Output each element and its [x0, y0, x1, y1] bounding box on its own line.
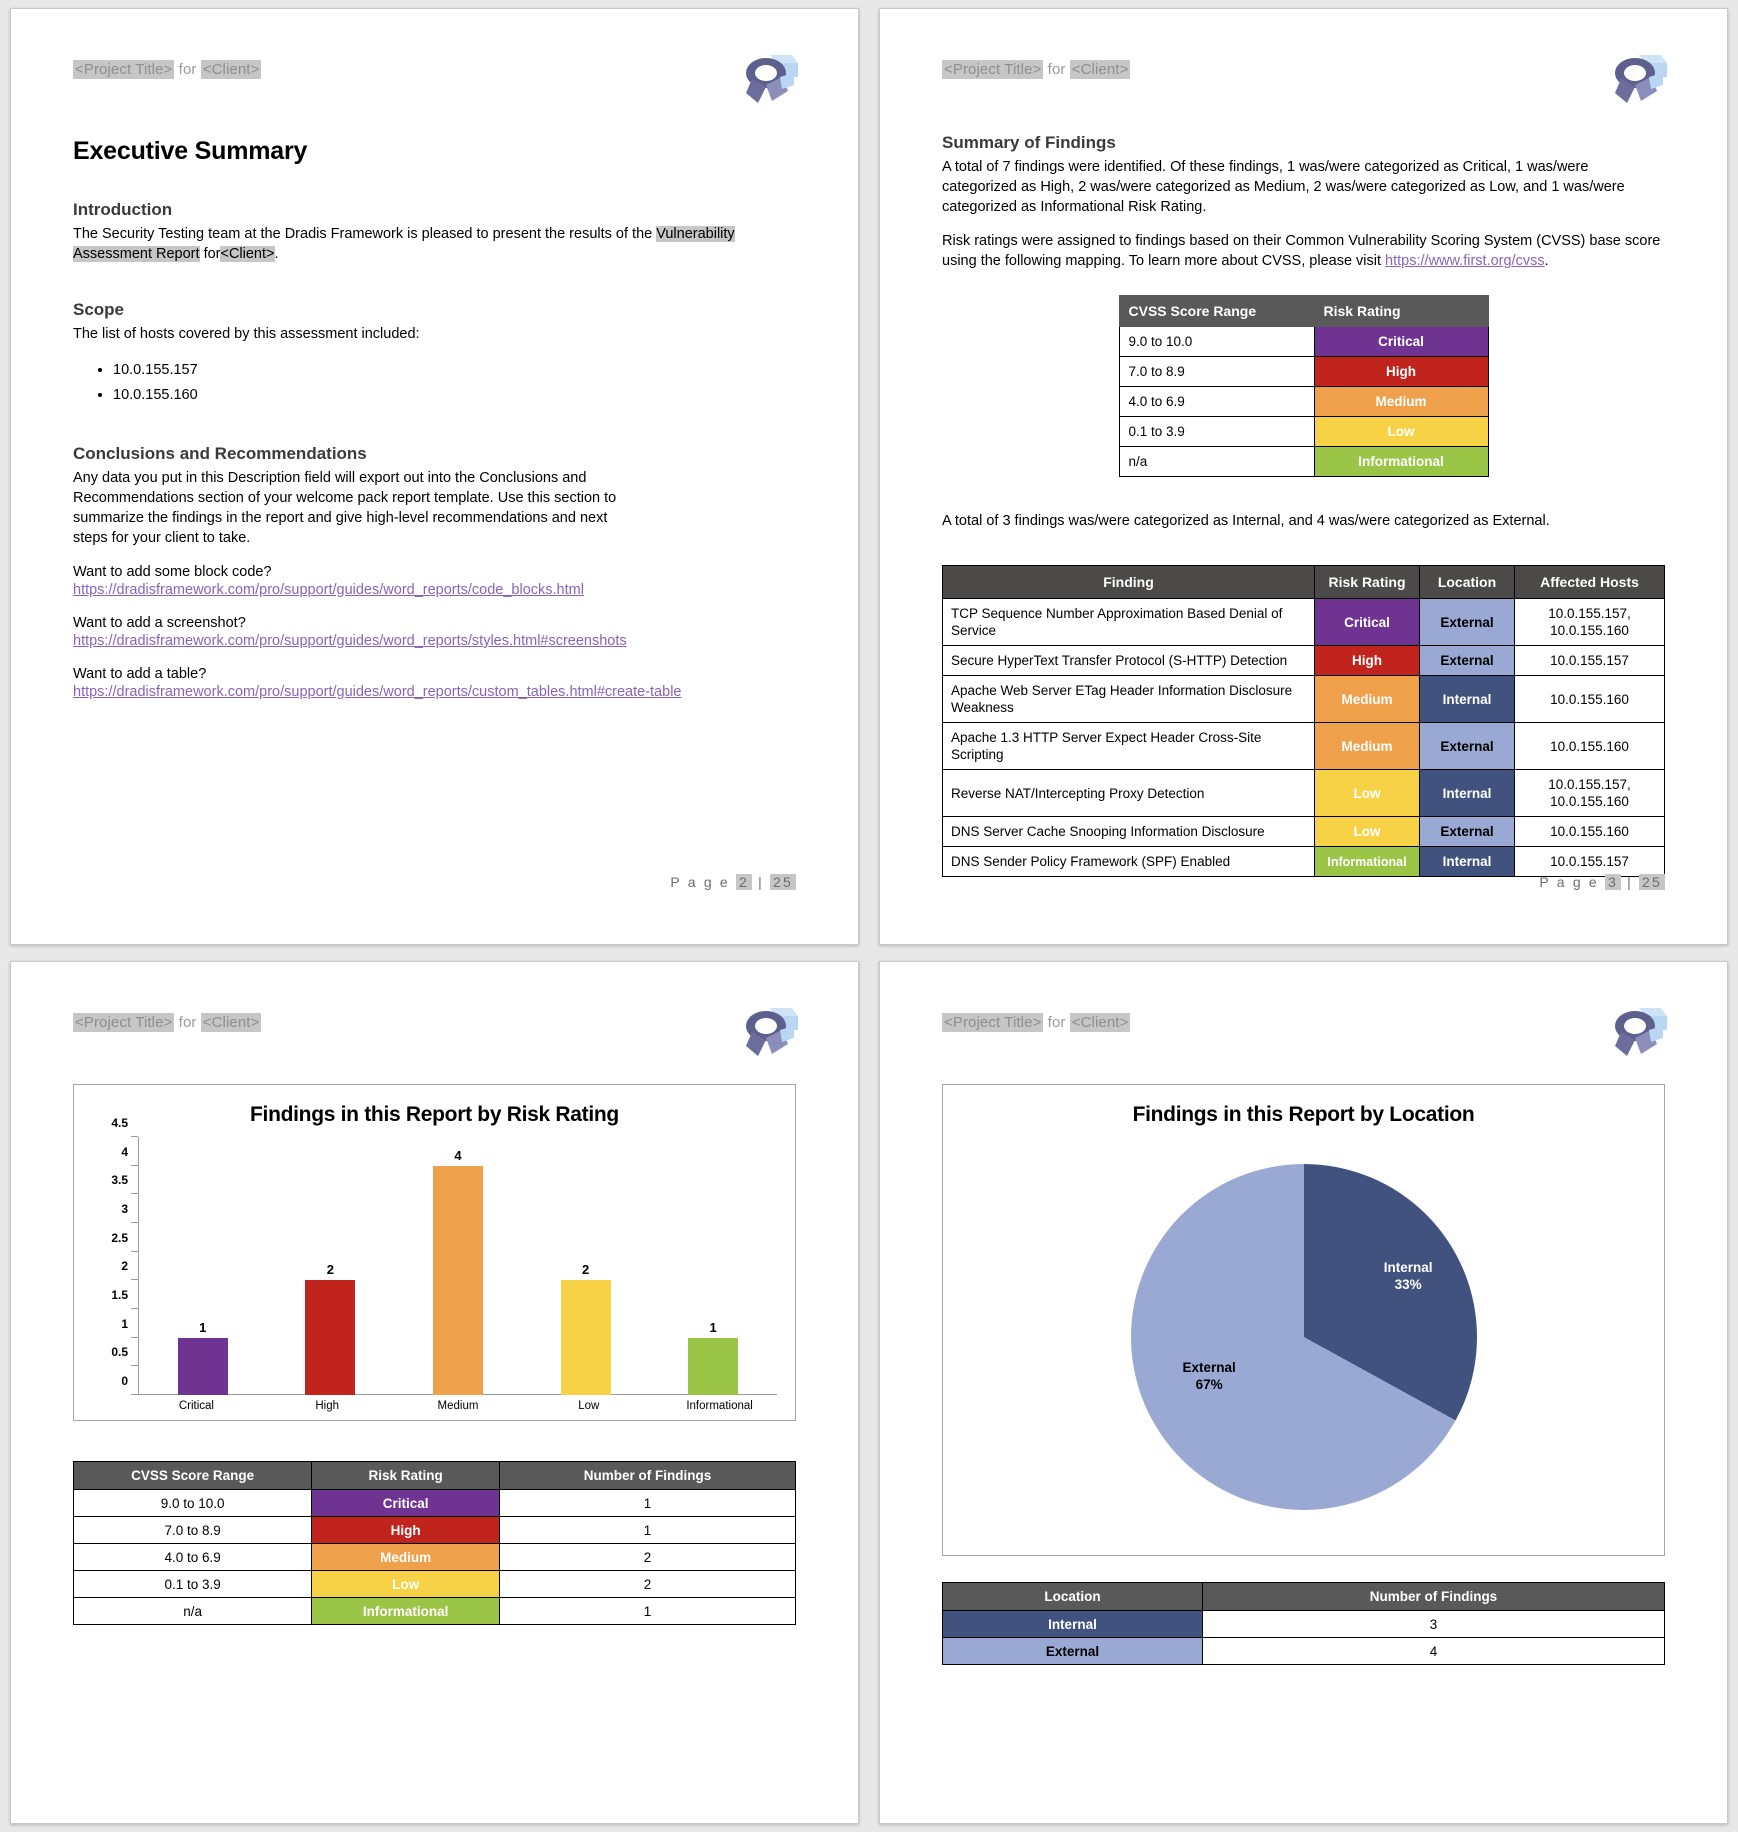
cell-count: 1: [499, 1598, 795, 1625]
cell-affected-hosts: 10.0.155.157, 10.0.155.160: [1515, 599, 1665, 646]
cvss-mapping-body: [1119, 327, 1488, 477]
bar-column: [394, 1137, 522, 1395]
y-axis-tick-label: 1.5: [111, 1288, 128, 1302]
table-row: [74, 1598, 796, 1625]
footer-page-number: 2: [736, 874, 752, 890]
cell-count: 3: [1202, 1611, 1664, 1638]
cell-rating-medium: Medium: [1314, 387, 1488, 417]
cell-rating: Informational: [312, 1598, 500, 1625]
cell-rating: Critical: [312, 1490, 500, 1517]
bar-value-label: 2: [581, 1262, 590, 1278]
link-block-screenshot: [73, 615, 796, 650]
heading-conclusions: Conclusions and Recommendations: [73, 443, 367, 463]
pie-slice-label-external: [1183, 1360, 1236, 1394]
y-axis-tick-label: 1: [121, 1316, 128, 1331]
header-breadcrumb: [73, 1004, 261, 1031]
cell-location: Internal: [1420, 676, 1515, 723]
cell-range: 7.0 to 8.9: [1119, 357, 1314, 387]
column-header-location: Location: [1420, 566, 1515, 599]
bar-medium: [433, 1166, 483, 1395]
cell-count: 1: [499, 1490, 795, 1517]
table-row: [74, 1544, 796, 1571]
column-header-cvss-range: CVSS Score Range: [74, 1462, 312, 1490]
bar-column: [267, 1137, 395, 1395]
y-axis-tick-mark: [131, 1365, 138, 1366]
cell-finding-name: Apache 1.3 HTTP Server Expect Header Cross-Site Scripting: [943, 723, 1315, 770]
column-header-risk-rating: Risk Rating: [312, 1462, 500, 1490]
pie-label-name: Internal: [1383, 1260, 1433, 1275]
risk-rating-summary-body: [74, 1490, 796, 1625]
cell-finding-name: TCP Sequence Number Approximation Based Denial of Service: [943, 599, 1315, 646]
footer-page-total: 25: [1639, 874, 1665, 890]
cell-count: 2: [499, 1544, 795, 1571]
x-axis-tick-label: Low: [578, 1400, 600, 1412]
y-axis-tick-label: 2: [121, 1259, 128, 1274]
table-row: [943, 676, 1665, 723]
cell-location: External: [1420, 599, 1515, 646]
cell-rating-low: Low: [1314, 417, 1488, 447]
table-row: [1119, 447, 1488, 477]
cell-risk-rating: Critical: [1315, 599, 1420, 646]
y-axis-tick-mark: [131, 1222, 138, 1223]
y-axis-tick-mark: [131, 1337, 138, 1338]
pie-label-value: 33%: [1394, 1276, 1422, 1292]
cell-count: 4: [1202, 1638, 1664, 1665]
cell-range: 4.0 to 6.9: [74, 1544, 312, 1571]
location-summary-paragraph: A total of 3 findings was/were categorized as Internal, and 4 was/were categorized as External.: [942, 513, 1550, 529]
findings-summary-paragraph: A total of 7 findings were identified. Of these findings, 1 was/were categorized as Critical, 1 was/were categorized as High, 2 was/were categorized as Medium, 2 was/were categorized as Low, and 1 was/were categorized as Informational Risk Rating.: [942, 159, 1625, 215]
table-row: [943, 1638, 1665, 1665]
cell-range: n/a: [1119, 447, 1314, 477]
x-axis-tick-labels: [131, 1400, 785, 1412]
table-row: [74, 1490, 796, 1517]
table-row: [943, 817, 1665, 847]
y-axis-tick-mark: [131, 1394, 138, 1395]
bar-high: [305, 1280, 355, 1395]
cell-finding-name: Apache Web Server ETag Header Information Disclosure Weakness: [943, 676, 1315, 723]
chart-title: Findings in this Report by Risk Rating: [250, 1103, 619, 1126]
location-summary-table: [942, 1582, 1665, 1665]
cell-location: External: [1420, 646, 1515, 676]
intro-text-end: .: [274, 246, 279, 262]
y-axis: [92, 1116, 138, 1395]
table-header-row: [943, 566, 1665, 599]
link-question: Want to add some block code?: [73, 563, 272, 580]
table-row: [943, 1611, 1665, 1638]
y-axis-tick-label: 3: [121, 1202, 128, 1216]
y-axis-tick-mark: [131, 1193, 138, 1194]
table-row: [1119, 387, 1488, 417]
intro-text-a: The Security Testing team at the Dradis Framework is pleased to present the results of the: [73, 226, 653, 242]
table-header-row: [74, 1462, 796, 1490]
header-project-title: <Project Title>: [944, 61, 1042, 78]
bar-value-label: 1: [709, 1319, 717, 1335]
page-slot-1: [0, 0, 869, 953]
y-axis-tick-mark: [131, 1165, 138, 1166]
y-axis-tick-mark: [131, 1136, 138, 1137]
page-title: Summary of Findings: [942, 133, 1116, 152]
table-header-row: [1119, 296, 1488, 327]
bar-chart-plot-area: [92, 1116, 777, 1395]
cell-range: n/a: [74, 1598, 312, 1625]
company-logo-icon: [1605, 51, 1671, 107]
bar-column: [522, 1137, 650, 1395]
link-question: Want to add a table?: [73, 665, 207, 682]
header-client-name: <Client>: [202, 1014, 260, 1031]
cell-count: 2: [499, 1571, 795, 1598]
page-slot-4: [869, 953, 1738, 1832]
page-header: [73, 1004, 796, 1060]
x-axis-tick-label: Medium: [437, 1400, 479, 1412]
document-page-executive-summary: [10, 8, 859, 945]
column-header-number-of-findings: Number of Findings: [1202, 1583, 1664, 1611]
cvss-external-link[interactable]: https://www.first.org/cvss: [1385, 253, 1545, 269]
cell-rating-informational: Informational: [1314, 447, 1488, 477]
bar-critical: [178, 1338, 228, 1395]
bar-value-label: 1: [199, 1319, 207, 1335]
cell-range: 9.0 to 10.0: [74, 1490, 312, 1517]
table-row: [1119, 327, 1488, 357]
page-slot-2: [869, 0, 1738, 953]
link-question: Want to add a screenshot?: [73, 614, 246, 631]
header-client-name: <Client>: [202, 61, 260, 78]
page-header: [73, 51, 796, 107]
cell-range: 4.0 to 6.9: [1119, 387, 1314, 417]
risk-rating-summary-table: [73, 1461, 796, 1625]
cvss-text-end: .: [1544, 253, 1549, 269]
table-row: [943, 599, 1665, 646]
column-header-finding: Finding: [943, 566, 1315, 599]
table-row: [943, 770, 1665, 817]
table-row: [943, 847, 1665, 877]
page-header: [942, 51, 1665, 107]
cell-finding-name: DNS Server Cache Snooping Information Disclosure: [943, 817, 1315, 847]
column-header-location: Location: [943, 1583, 1203, 1611]
table-row: [74, 1517, 796, 1544]
header-breadcrumb: [942, 1004, 1130, 1031]
pie-chart-plot-area: [953, 1137, 1654, 1537]
document-page-location-chart: [879, 961, 1728, 1824]
cell-risk-rating: High: [1315, 646, 1420, 676]
page-footer: [1539, 874, 1665, 890]
header-breadcrumb: [942, 51, 1130, 78]
conclusions-paragraph: Any data you put in this Description field will export out into the Conclusions and Recommendations section of your welcome pack report template. Use this section to summarize the findings in the report and give high-level recommendations and next steps for your client to take.: [73, 469, 617, 546]
column-header-affected-hosts: Affected Hosts: [1515, 566, 1665, 599]
cell-range: 0.1 to 3.9: [1119, 417, 1314, 447]
cell-rating: High: [312, 1517, 500, 1544]
link-block-table: [73, 666, 796, 701]
column-header-risk-rating: Risk Rating: [1314, 296, 1488, 327]
cell-range: 7.0 to 8.9: [74, 1517, 312, 1544]
cell-location-external: External: [943, 1638, 1203, 1665]
header-for-label: for: [178, 1014, 197, 1031]
header-for-label: for: [1047, 1014, 1066, 1031]
cell-location: Internal: [1420, 847, 1515, 877]
cell-finding-name: Reverse NAT/Intercepting Proxy Detection: [943, 770, 1315, 817]
y-axis-tick-mark: [131, 1308, 138, 1309]
x-axis-tick-label: High: [315, 1400, 340, 1412]
header-client-name: <Client>: [1071, 1014, 1129, 1031]
header-client-name: <Client>: [1071, 61, 1129, 78]
intro-highlight-report-type: Vulnerability Assessment Report: [73, 226, 735, 262]
cell-location-internal: Internal: [943, 1611, 1203, 1638]
x-axis-tick-label: Informational: [686, 1400, 753, 1412]
y-axis-tick-label: 4: [121, 1144, 128, 1159]
page-footer: [670, 874, 796, 890]
cell-affected-hosts: 10.0.155.160: [1515, 676, 1665, 723]
footer-separator: |: [758, 874, 764, 890]
bar-series: [139, 1137, 777, 1395]
table-header-row: [943, 1583, 1665, 1611]
cell-rating: Medium: [312, 1544, 500, 1571]
cell-rating-critical: Critical: [1314, 327, 1488, 357]
y-axis-tick-label: 3.5: [111, 1173, 128, 1188]
document-page-risk-rating-chart: [10, 961, 859, 1824]
column-header-cvss-range: CVSS Score Range: [1119, 296, 1314, 327]
findings-table: [942, 565, 1665, 877]
header-project-title: <Project Title>: [944, 1014, 1042, 1031]
cell-range: 0.1 to 3.9: [74, 1571, 312, 1598]
company-logo-icon: [736, 1004, 802, 1060]
list-item: • 10.0.155.160: [113, 383, 796, 408]
table-row: [943, 646, 1665, 676]
intro-highlight-client: <Client>: [220, 246, 275, 262]
cell-risk-rating: Medium: [1315, 676, 1420, 723]
cell-range: 9.0 to 10.0: [1119, 327, 1314, 357]
pie-chart-container: [942, 1084, 1665, 1556]
document-page-summary-of-findings: [879, 8, 1728, 945]
footer-separator: |: [1627, 874, 1633, 890]
header-breadcrumb: [73, 51, 261, 78]
cell-affected-hosts: 10.0.155.157: [1515, 646, 1665, 676]
cell-location: External: [1420, 817, 1515, 847]
bar-value-label: 4: [454, 1147, 462, 1163]
column-header-number-of-findings: Number of Findings: [499, 1462, 795, 1490]
cvss-mapping-table: [1119, 295, 1489, 477]
cell-affected-hosts: 10.0.155.160: [1515, 723, 1665, 770]
cell-location: External: [1420, 723, 1515, 770]
location-summary-body: [943, 1611, 1665, 1665]
findings-table-body: [943, 599, 1665, 877]
header-for-label: for: [1047, 61, 1066, 78]
cell-count: 1: [499, 1517, 795, 1544]
chart-title: Findings in this Report by Location: [1132, 1103, 1475, 1126]
y-axis-tick-label: 0: [121, 1374, 128, 1388]
heading-scope: Scope: [73, 300, 125, 319]
cell-rating: Low: [312, 1571, 500, 1598]
y-axis-tick-mark: [131, 1279, 138, 1280]
cvss-explanation-paragraph: [942, 231, 1665, 271]
link-block-code: [73, 564, 796, 599]
cell-risk-rating: Informational: [1315, 847, 1420, 877]
pie-label-value: 67%: [1195, 1376, 1223, 1392]
cell-finding-name: DNS Sender Policy Framework (SPF) Enabled: [943, 847, 1315, 877]
pie-shape: [1131, 1164, 1477, 1510]
footer-page-label: P a g e: [670, 874, 730, 890]
y-axis-tick-label: 0.5: [111, 1345, 128, 1360]
cell-risk-rating: Low: [1315, 817, 1420, 847]
footer-page-label: P a g e: [1539, 874, 1599, 890]
cell-risk-rating: Low: [1315, 770, 1420, 817]
table-row: [1119, 357, 1488, 387]
page-header: [942, 1004, 1665, 1060]
y-axis-tick-label: 4.5: [111, 1116, 128, 1130]
scope-host-list: [73, 358, 796, 408]
company-logo-icon: [736, 51, 802, 107]
table-row: [74, 1571, 796, 1598]
cell-affected-hosts: 10.0.155.160: [1515, 817, 1665, 847]
header-for-label: for: [178, 61, 197, 78]
page-title: Executive Summary: [73, 137, 308, 165]
introduction-paragraph: [73, 224, 796, 264]
table-row: [943, 723, 1665, 770]
guide-link-screenshots[interactable]: https://dradisframework.com/pro/support/guides/word_reports/styles.html#screenshots: [73, 632, 627, 649]
scope-paragraph: The list of hosts covered by this assessment included:: [73, 326, 420, 342]
cvss-text: Risk ratings were assigned to findings based on their Common Vulnerability Scoring System (CVSS) base score using the following mapping. To learn more about CVSS, please visit: [942, 233, 1661, 269]
bar-column: [139, 1137, 267, 1395]
x-axis-tick-label: Critical: [178, 1400, 214, 1412]
cell-rating-high: High: [1314, 357, 1488, 387]
y-axis-tick-mark: [131, 1251, 138, 1252]
cell-finding-name: Secure HyperText Transfer Protocol (S-HTTP) Detection: [943, 646, 1315, 676]
cell-location: Internal: [1420, 770, 1515, 817]
page-slot-3: [0, 953, 869, 1832]
cell-affected-hosts: 10.0.155.157: [1515, 847, 1665, 877]
header-project-title: <Project Title>: [75, 1014, 173, 1031]
pie-slice-label-internal: [1384, 1260, 1433, 1294]
list-item: • 10.0.155.157: [113, 358, 796, 383]
pie-label-name: External: [1182, 1360, 1236, 1375]
heading-introduction: Introduction: [73, 200, 173, 219]
bar-column: [649, 1137, 777, 1395]
intro-text-mid: for: [203, 246, 221, 262]
guide-link-custom-tables[interactable]: https://dradisframework.com/pro/support/guides/word_reports/custom_tables.html#create-table: [73, 683, 682, 700]
bar-value-label: 2: [326, 1262, 334, 1278]
bar-informational: [688, 1338, 738, 1395]
table-row: [1119, 417, 1488, 447]
cell-risk-rating: Medium: [1315, 723, 1420, 770]
footer-page-total: 25: [770, 874, 796, 890]
footer-page-number: 3: [1605, 874, 1621, 890]
company-logo-icon: [1605, 1004, 1671, 1060]
column-header-risk-rating: Risk Rating: [1315, 566, 1420, 599]
y-axis-tick-label: 2.5: [111, 1230, 128, 1245]
bar-low: [561, 1280, 611, 1395]
cell-affected-hosts: 10.0.155.157, 10.0.155.160: [1515, 770, 1665, 817]
guide-link-code-blocks[interactable]: https://dradisframework.com/pro/support/guides/word_reports/code_blocks.html: [73, 581, 584, 598]
header-project-title: <Project Title>: [75, 61, 173, 78]
bar-chart-container: [73, 1084, 796, 1421]
